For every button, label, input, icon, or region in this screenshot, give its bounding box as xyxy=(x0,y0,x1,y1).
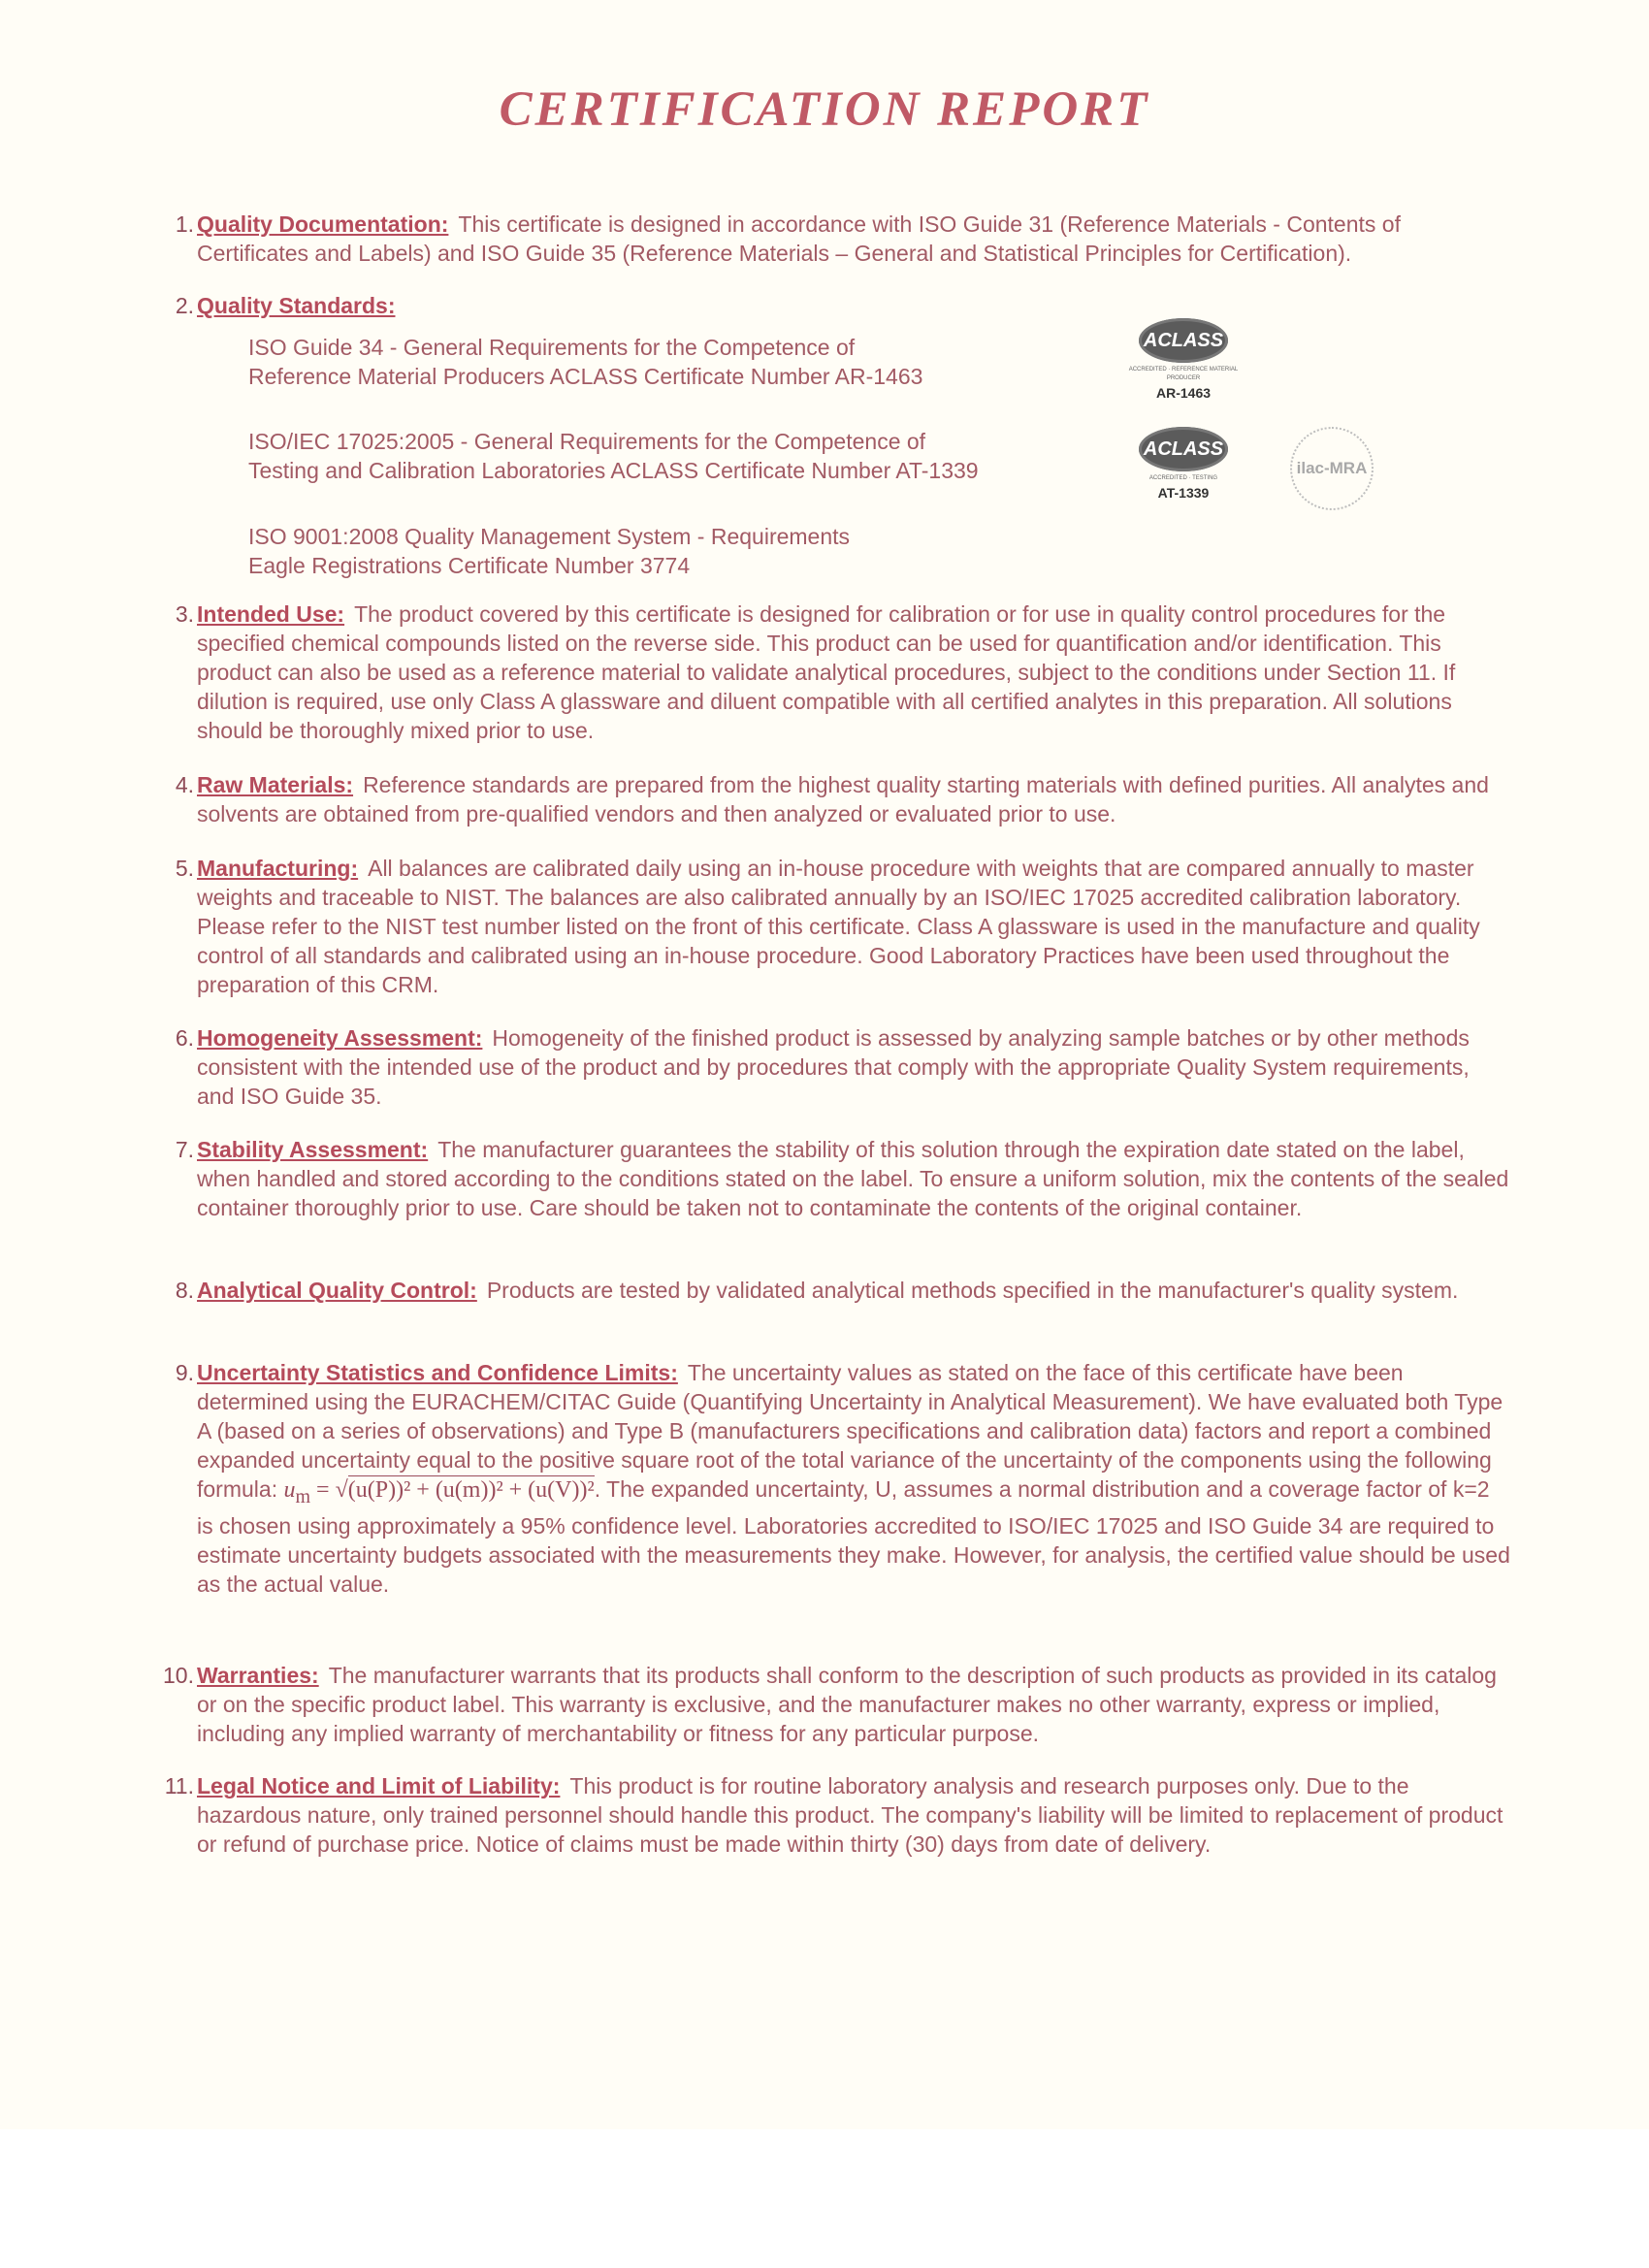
section-text: The manufacturer warrants that its products shall conform to the description of such products as provided in its catalog or on the specific product label. This warranty is exclusive, and the manufacturer makes no other warranty, express or implied, including any implied warranty of merchantability or fitness for any particular purpose. xyxy=(197,1663,1497,1746)
section-quality-standards xyxy=(147,291,1510,320)
section-text: This product is for routine laboratory analysis and research purposes only. Due to the hazardous nature, only trained personnel should handle this product. The company's liability will be limited to replacement of product or refund of purchase price. Notice of claims must be made within thirty (30) days from date of delivery. xyxy=(197,1773,1504,1857)
section-heading: Analytical Quality Control: xyxy=(197,1278,477,1303)
badge-caption: ACCREDITED · REFERENCE MATERIAL PRODUCER xyxy=(1128,367,1239,381)
section-heading: Legal Notice and Limit of Liability: xyxy=(197,1773,561,1798)
section-number: 4. xyxy=(175,772,194,797)
document-title: CERTIFICATION REPORT xyxy=(499,82,1150,137)
section-number: 9. xyxy=(175,1360,194,1385)
section-text: All balances are calibrated daily using an in-house procedure with weights that are compared annually to master weights and traceable to NIST. The balances are also calibrated annually by an ISO/IEC 17025 accredited calibration laboratory. Please refer to the NIST test number listed on the front of this certificate. Class A glassware is used in the manufacture and quality control of all standards and calibrated using an in-house procedure. Good Laboratory Practices have been used throughout the preparation of this CRM. xyxy=(197,856,1480,997)
section-homogeneity-assessment xyxy=(147,1023,1510,1111)
standard-iso-iec-17025 xyxy=(248,427,1102,485)
section-text: Homogeneity of the finished product is assessed by analyzing sample batches or by other methods consistent with the intended use of the product and by procedures that comply with the appropriate Quality System requirements, and ISO Guide 35. xyxy=(197,1025,1470,1109)
standard-iso-9001 xyxy=(248,522,1102,580)
uncertainty-formula xyxy=(283,1477,595,1507)
section-text: Reference standards are prepared from the highest quality starting materials with defined purities. All analytes and solvents are obtained from pre-qualified vendors and then analyzed or evaluated prior to use. xyxy=(197,772,1489,826)
section-heading: Manufacturing: xyxy=(197,856,359,881)
aclass-rmp-badge xyxy=(1120,318,1246,401)
section-manufacturing xyxy=(147,854,1510,999)
formula-equals: = xyxy=(316,1477,330,1503)
section-raw-materials xyxy=(147,770,1510,828)
aclass-logo-icon: ACLASS xyxy=(1139,427,1228,471)
section-number: 2. xyxy=(175,293,194,318)
section-heading: Homogeneity Assessment: xyxy=(197,1025,483,1051)
badge-caption: ACCREDITED · TESTING xyxy=(1148,475,1218,481)
ilac-mra-seal-icon: ilac-MRA xyxy=(1290,427,1374,510)
section-text: Products are tested by validated analytical methods specified in the manufacturer's quality system. xyxy=(486,1278,1459,1303)
badge-code: AT-1339 xyxy=(1157,485,1210,501)
square-root-icon: √ xyxy=(335,1477,348,1503)
section-text: The product covered by this certificate is designed for calibration or for use in quality control procedures for the specified chemical compounds listed on the reverse side. This product can be used for quantification and/or identification. This product can also be used as a reference material to validate analytical procedures, subject to the conditions under Section 11. If dilution is required, use only Class A glassware and diluent compatible with all certified analytes in this preparation. All solutions should be thoroughly mixed prior to use. xyxy=(197,601,1456,743)
section-warranties xyxy=(147,1661,1510,1748)
section-text: The manufacturer guarantees the stability of this solution through the expiration date stated on the label, when handled and stored according to the conditions stated on the label. To ensure a uniform solution, mix the contents of the sealed container thoroughly prior to use. Care should be taken not to contaminate the contents of the original container. xyxy=(197,1137,1509,1220)
section-text: This certificate is designed in accordance with ISO Guide 31 (Reference Materials - Contents of Certificates and Labels) and ISO Guide 35 (Reference Materials – General and Statistical Principles for Certification). xyxy=(197,211,1401,266)
section-number: 7. xyxy=(175,1137,194,1162)
section-text-continued: . The expanded uncertainty, U, assumes a normal distribution and a coverage factor of k=2 is chosen using approximately a 95% confidence level. Laboratories accredited to ISO/IEC 17025 and ISO Guide 34 are required to estimate uncertainty budgets associated with the measurements they make. However, for analysis, the certified value should be used as the actual value. xyxy=(197,1476,1510,1597)
section-uncertainty-statistics xyxy=(147,1358,1510,1599)
section-text: The uncertainty values as stated on the face of this certificate have been determined using the EURACHEM/CITAC Guide (Quantifying Uncertainty in Analytical Measurement). We have evaluated both Type A (based on a series of observations) and Type B (manufacturers specifications and calibration data) factors and report a combined expanded uncertainty equal to the positive square root of the total variance of the uncertainty of the components using the following formula: xyxy=(197,1360,1504,1502)
section-heading: Intended Use: xyxy=(197,601,345,627)
section-number: 6. xyxy=(175,1025,194,1051)
aclass-testing-badge xyxy=(1120,427,1246,501)
formula-lhs-subscript: m xyxy=(295,1485,311,1507)
standard-line: ISO 9001:2008 Quality Management System - Requirements xyxy=(248,524,851,549)
standard-iso-guide-34 xyxy=(248,333,1102,391)
section-heading: Raw Materials: xyxy=(197,772,354,797)
standard-line: Testing and Calibration Laboratories ACLASS Certificate Number AT-1339 xyxy=(248,458,979,483)
section-number: 3. xyxy=(175,601,194,627)
section-analytical-quality-control xyxy=(147,1276,1510,1305)
formula-radicand: (u(P))² + (u(m))² + (u(V))² xyxy=(347,1477,595,1503)
section-heading: Quality Standards: xyxy=(197,293,396,318)
aclass-logo-icon: ACLASS xyxy=(1139,318,1228,363)
section-heading: Uncertainty Statistics and Confidence Limits: xyxy=(197,1360,678,1385)
section-number: 10. xyxy=(163,1663,194,1688)
standard-line: ISO Guide 34 - General Requirements for the Competence of xyxy=(248,335,856,360)
section-number: 8. xyxy=(175,1278,194,1303)
section-legal-notice xyxy=(147,1771,1510,1859)
standard-line: Eagle Registrations Certificate Number 3774 xyxy=(248,553,691,578)
section-number: 11. xyxy=(164,1773,194,1798)
section-number: 1. xyxy=(175,211,194,237)
section-heading: Warranties: xyxy=(197,1663,319,1688)
section-quality-documentation xyxy=(147,210,1510,268)
formula-lhs: u xyxy=(283,1477,296,1503)
standard-line: Reference Material Producers ACLASS Certificate Number AR-1463 xyxy=(248,364,923,389)
badge-code: AR-1463 xyxy=(1155,385,1212,401)
standard-line: ISO/IEC 17025:2005 - General Requirements for the Competence of xyxy=(248,429,926,454)
section-stability-assessment xyxy=(147,1135,1510,1222)
section-number: 5. xyxy=(175,856,194,881)
section-intended-use xyxy=(147,599,1510,745)
section-heading: Stability Assessment: xyxy=(197,1137,429,1162)
section-heading: Quality Documentation: xyxy=(197,211,449,237)
